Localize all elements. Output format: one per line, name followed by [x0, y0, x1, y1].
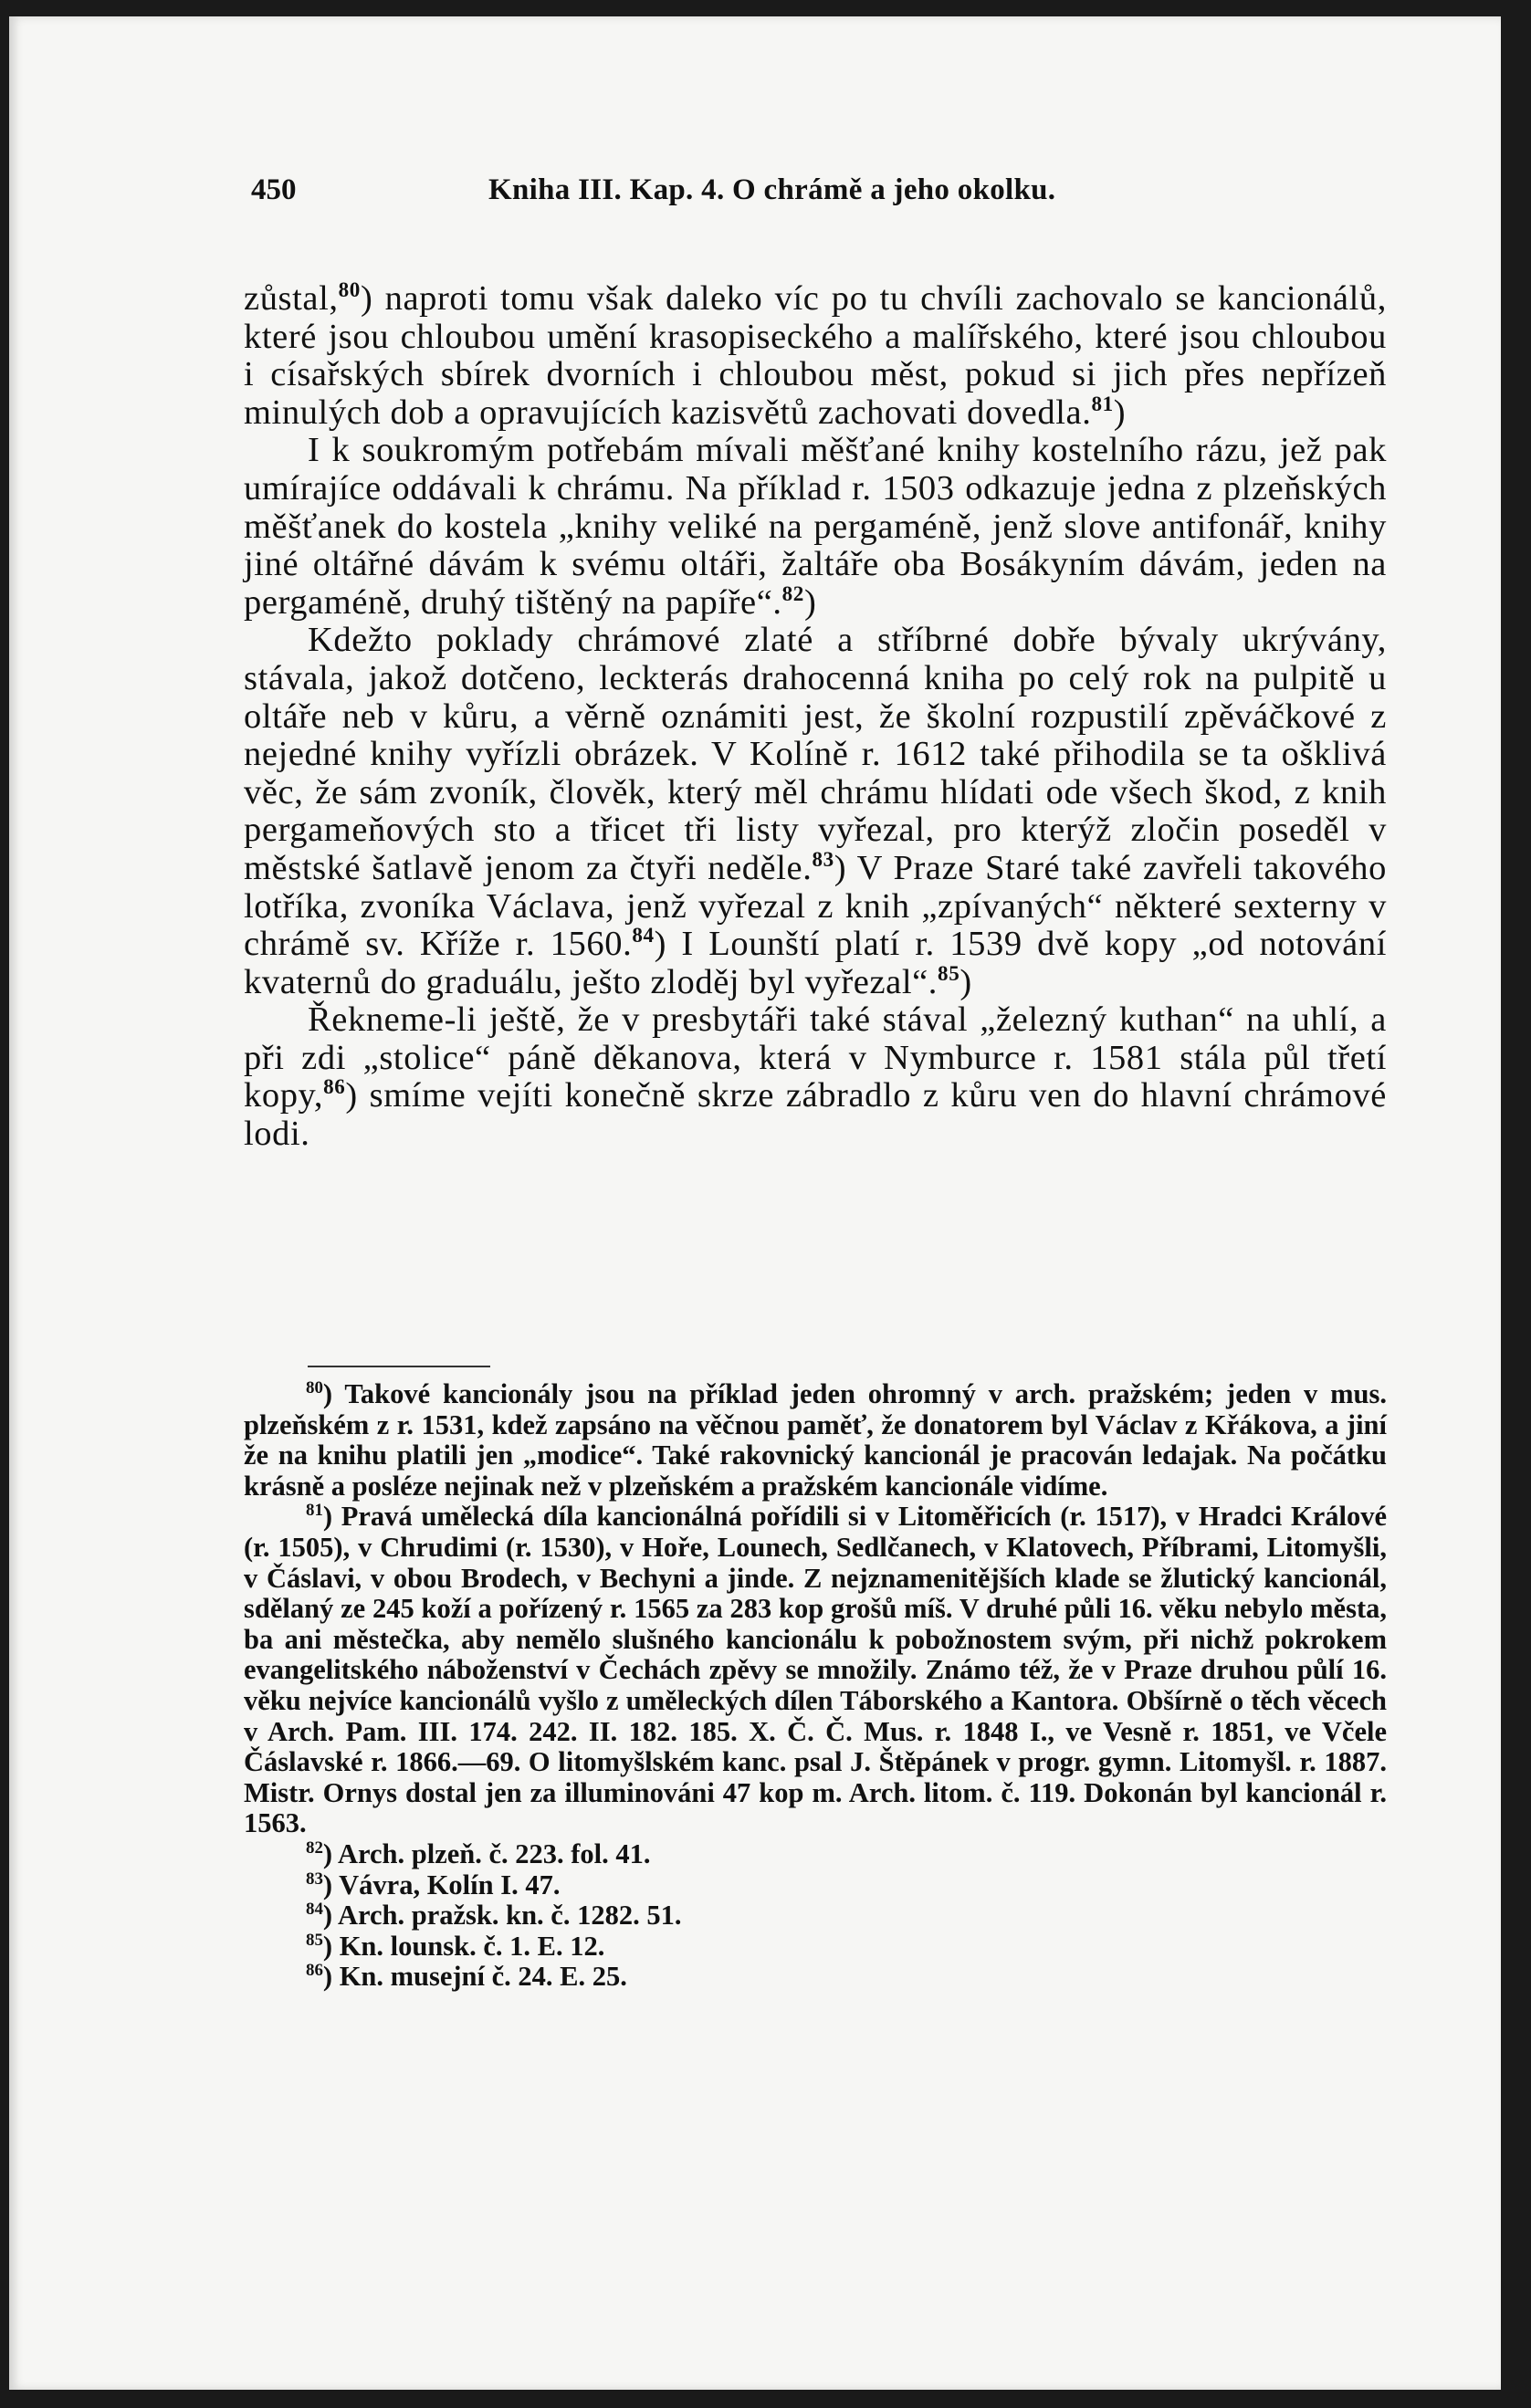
running-head: [244, 173, 1387, 219]
footnote-text: ) Vávra, Kolín I. 47.: [322, 1869, 561, 1900]
text-run: ): [803, 582, 817, 622]
paragraph-3: [244, 622, 1387, 1001]
footnote-mark: 86: [306, 1961, 323, 1981]
footnote-mark: 83: [306, 1869, 323, 1889]
footnote-mark: 81: [306, 1501, 323, 1521]
footnote-80: [244, 1379, 1387, 1502]
footnote-text: ) Kn. lounsk. č. 1. E. 12.: [322, 1930, 605, 1962]
text-run: ) V Praze Staré také zavřeli takového lotříka, zvoníka Václava, jenž vyřezal z knih „zpívaných“ některé sexterny v chrámě sv. Kříže r. 1560.: [244, 848, 1387, 964]
page-number: 450: [251, 173, 297, 206]
text-run: ) naproti tomu však daleko víc po tu chvíli zachovalo se kancionálů, které jsou chloubou umění krasopiseckého a malířského, které jsou chloubou i císařských sbírek dvorních i chloubou měst, pokud si jich přes nepřízeň minulých dob a opravujících kazisvětů zachovati dovedla.: [244, 279, 1387, 432]
text-run: ): [1113, 393, 1127, 432]
footnote-83: [244, 1870, 1387, 1901]
text-run: zůstal,: [244, 279, 339, 318]
footnote-text: ) Arch. plzeň. č. 223. fol. 41.: [322, 1837, 651, 1869]
footnote-text: ) Kn. musejní č. 24. E. 25.: [322, 1961, 627, 1993]
book-page: [9, 16, 1501, 2390]
footnote-81: [244, 1502, 1387, 1839]
footnote-mark: 84: [306, 1899, 323, 1919]
body-text: [244, 277, 1387, 1154]
chapter-title: Kniha III. Kap. 4. O chrámě a jeho okolku.: [488, 173, 1056, 206]
footnote-ref-86: 86: [323, 1074, 346, 1099]
footnote-86: [244, 1962, 1387, 1993]
footnote-82: [244, 1839, 1387, 1870]
footnote-divider: [308, 1366, 490, 1367]
footnote-84: [244, 1900, 1387, 1932]
footnote-text: ) Pravá umělecká díla kancionálná pořídili si v Litoměřicích (r. 1517), v Hradci Králové (r. 1505), v Chrudimi (r. 1530), v Hoře, Lounech, Sedlčanech, v Klatovech, Příbrami, Litomyšli, v Čáslavi, v obou Brodech, v Bechyni a jinde. Z nejznamenitějších klade se žlutický kancionál, sdělaný ze 245 koží a pořízený r. 1565 za 283 kop grošů míš. V druhé půli 16. věku nebylo města, ba ani městečka, aby nemělo slušného kancionálu k pobožnostem svým, při nichž pokrokem evangelitského náboženství v Čechách zpěvy se množily. Známo též, že v Praze druhou půlí 16. věku nejvíce kancionálů vyšlo z uměleckých dílen Táborského a Kantora. Obšírně o těch věcech v Arch. Pam. III. 174. 242. II. 182. 185. X. Č. Č. Mus. r. 1848 I., ve Vesně r. 1851, ve Včele Čáslavské r. 1866.—69. O litomyšlském kanc. psal J. Štěpánek v progr. gymn. Litomyšl. r. 1887. Mistr. Ornys dostal jen za illuminováni 47 kop m. Arch. litom. č. 119. Dokonán byl kancionál r. 1563.: [244, 1501, 1387, 1839]
text-run: ): [959, 962, 972, 1001]
footnote-ref-84: 84: [632, 923, 655, 947]
footnote-mark: 82: [306, 1837, 323, 1858]
footnote-text: ) Takové kancionály jsou na příklad jeden ohromný v arch. pražském; jeden v mus. plzeňském z r. 1531, kdež zapsáno na věčnou paměť, že donatorem byl Václav z Křákova, a jiní že na knihu platili jen „modice“. Také rakovnický kancionál je pracován ledajak. Na počátku krásně a posléze nejinak než v plzeňském a pražském kancionále vidíme.: [244, 1378, 1387, 1502]
text-run: Řekneme-li ještě, že v presbytáři také stával „železný kuthan“ na uhlí, a při zdi „stolice“ páně děkanova, která v Nymburce r. 1581 stála půl třetí kopy,: [244, 1000, 1387, 1115]
footnote-ref-82: 82: [781, 581, 804, 605]
footnote-text: ) Arch. pražsk. kn. č. 1282. 51.: [322, 1900, 682, 1932]
footnote-mark: 80: [306, 1377, 323, 1398]
footnote-ref-85: 85: [938, 960, 960, 985]
paragraph-2: [244, 432, 1387, 622]
footnote-ref-81: 81: [1091, 391, 1114, 415]
paragraph-1: [244, 277, 1387, 432]
paragraph-4: [244, 1001, 1387, 1153]
footnote-85: [244, 1932, 1387, 1963]
text-run: I k soukromým potřebám mívali měšťané knihy kostelního rázu, jež pak umírajíce oddávali k chrámu. Na příklad r. 1503 odkazuje jedna z plzeňských měšťanek do kostela „knihy veliké na pergaméně, jenž slove antifonář, knihy jiné oltářné dávám k svému oltáři, žaltáře oba Bosákyním dávám, jeden na pergaméně, druhý tištěný na papíře“.: [244, 431, 1387, 622]
text-run: ) I Lounští platí r. 1539 dvě kopy „od notování kvaternů do graduálu, ješto zloděj byl vyřezal“.: [244, 925, 1387, 1001]
footnote-ref-83: 83: [812, 847, 834, 872]
text-run: ) smíme vejíti konečně skrze zábradlo z kůru ven do hlavní chrámové lodi.: [244, 1076, 1387, 1154]
footnote-ref-80: 80: [338, 277, 361, 302]
footnote-mark: 85: [306, 1930, 323, 1950]
footnotes: [244, 1379, 1387, 1993]
text-run: Kdežto poklady chrámové zlaté a stříbrné dobře bývaly ukrývány, stávala, jakož dotčeno, leckterás drahocenná kniha po celý rok na pulpitě u oltáře neb v kůru, a věrně oznámiti jest, že školní rozpustilí zpěváčkové z nejedné knihy vyřízli obrázek. V Kolíně r. 1612 také přihodila se ta ošklivá věc, že sám zvoník, člověk, který měl chrámu hlídati ode všech škod, z knih pergameňových sto a třicet tři listy vyřezal, pro kterýž zločin poseděl v městské šatlavě jenom za čtyři neděle.: [244, 621, 1387, 887]
